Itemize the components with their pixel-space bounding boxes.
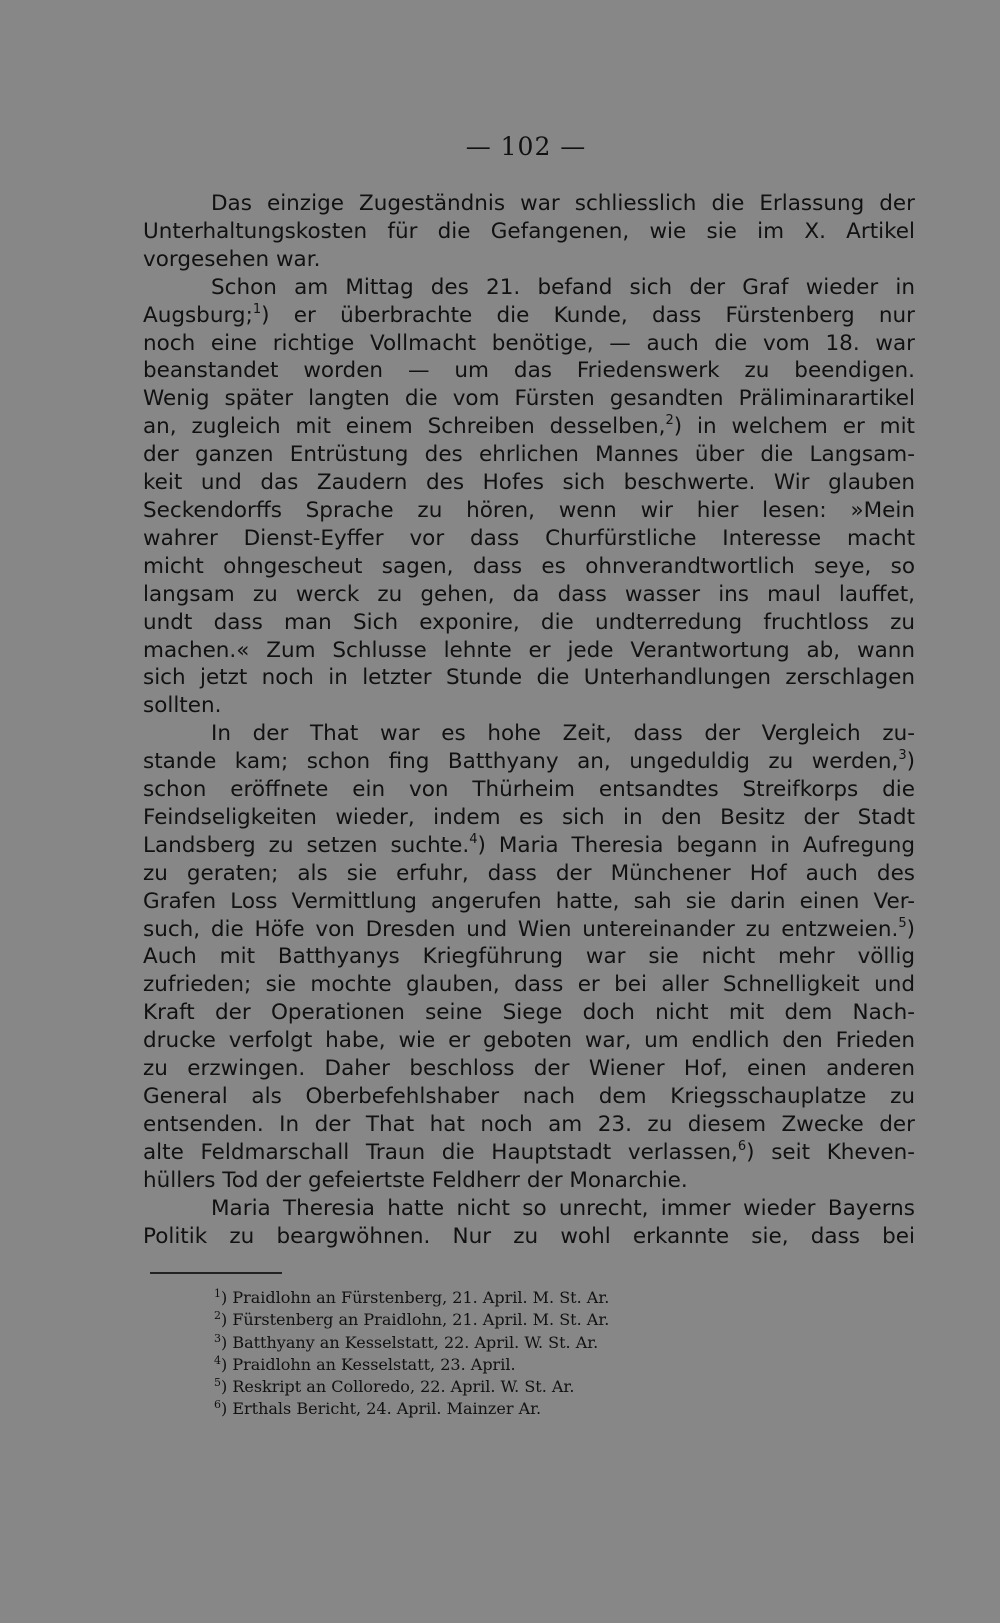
text-segment: such, die Höfe von Dresden und Wien untereinander zu entzweien. [143,916,899,942]
text-segment: an, zugleich mit einem Schreiben desselben, [143,414,666,440]
text-line: Grafen Loss Vermittlung angerufen hatte, sah sie darin einen Ver- [143,888,915,914]
text-line [143,916,915,944]
footnote-number: 6 [214,1398,221,1412]
text-segment: ) er überbrachte die Kunde, dass Fürstenberg nur [261,302,915,328]
text-line: beanstandet worden — um das Friedenswerk zu beendigen. [143,358,915,384]
text-segment: Augsburg; [143,302,253,328]
text-line: In der That war es hohe Zeit, dass der Vergleich zu- [211,721,915,747]
footnote-item [214,1332,734,1354]
footnote-text: ) Praidlohn an Fürstenberg, 21. April. M. St. Ar. [221,1288,610,1307]
text-segment: alte Feldmarschall Traun die Hauptstadt verlassen, [143,1139,738,1165]
footnote-text: ) Fürstenberg an Praidlohn, 21. April. M. St. Ar. [221,1310,610,1330]
footnote-text: ) Erthals Bericht, 24. April. Mainzer Ar. [221,1399,542,1419]
footnote-number: 2 [214,1309,221,1323]
footnote-marker: 1 [252,301,262,317]
text-line [143,1139,915,1167]
text-line [143,748,915,776]
text-line: undt dass man Sich exponire, die undterredung fruchtloss zu [143,609,915,635]
text-segment: ) Maria Theresia begann in Aufregung [477,832,915,858]
footnote-marker: 5 [898,915,907,931]
text-line: vorgesehen war. [143,246,321,272]
text-line [143,832,915,860]
footnotes [214,1287,734,1421]
text-line: Unterhaltungskosten für die Gefangenen, wie sie im X. Artikel [143,218,915,244]
text-line: General als Oberbefehlshaber nach dem Kriegsschauplatze zu [143,1084,915,1109]
footnote-divider [150,1272,282,1274]
footnote-item [214,1287,734,1309]
text-segment: ) [906,749,915,775]
text-line: noch eine richtige Vollmacht benötige, — auch die vom 18. war [143,330,915,356]
text-segment: ) in welchem er mit [673,414,915,440]
body-text [143,190,915,1250]
text-line: sollten. [143,693,222,719]
text-line: drucke verfolgt habe, wie er geboten war, um endlich den Frieden [143,1028,915,1054]
page-number: — 102 — [465,132,587,161]
text-line: langsam zu werck zu gehen, da dass wasser ins maul lauffet, [143,581,915,607]
text-line: zu geraten; als sie erfuhr, dass der Münchener Hof auch des [143,860,915,886]
footnote-item [214,1309,734,1331]
text-line [143,413,915,441]
footnote-marker: 6 [737,1138,747,1154]
text-segment: ) seit Kheven- [746,1139,915,1165]
text-line: micht ohngescheut sagen, dass es ohnverandtwortlich seye, so [143,553,915,579]
text-line [143,302,915,330]
text-segment: ) [906,916,915,942]
text-line: machen.« Zum Schlusse lehnte er jede Verantwortung ab, wann [143,637,915,663]
footnote-text: ) Batthyany an Kesselstatt, 22. April. W. St. Ar. [221,1332,599,1352]
text-line: Seckendorffs Sprache zu hören, wenn wir hier lesen: »Mein [143,497,915,523]
text-line: schon eröffnete ein von Thürheim entsandtes Streifkorps die [143,777,915,803]
text-segment: Landsberg zu setzen suchte. [143,832,470,858]
text-line: Maria Theresia hatte nicht so unrecht, immer wieder Bayerns [211,1195,915,1221]
text-line: entsenden. In der That hat noch am 23. zu diesem Zwecke der [143,1111,915,1137]
text-line: Kraft der Operationen seine Siege doch nicht mit dem Nach- [143,1000,915,1026]
footnote-number: 3 [214,1331,221,1345]
text-line: keit und das Zaudern des Hofes sich beschwerte. Wir glauben [143,470,915,496]
footnote-marker: 2 [665,413,674,429]
footnote-item [214,1376,734,1398]
text-line: Feindseligkeiten wieder, indem es sich in den Besitz der Stadt [143,804,915,830]
footnote-number: 4 [214,1353,221,1367]
text-line: Auch mit Batthyanys Kriegführung war sie nicht mehr völlig [143,944,915,970]
footnote-marker: 4 [469,831,478,847]
footnote-number: 5 [214,1376,221,1390]
text-line: zufrieden; sie mochte glauben, dass er bei aller Schnelligkeit und [143,972,915,998]
text-line: Politik zu beargwöhnen. Nur zu wohl erkannte sie, dass bei [143,1223,915,1249]
footnote-text: ) Reskript an Colloredo, 22. April. W. St. Ar. [221,1377,575,1397]
text-line: Wenig später langten die vom Fürsten gesandten Präliminarartikel [143,386,915,412]
footnote-number: 1 [214,1287,221,1300]
footnote-marker: 3 [898,748,907,764]
text-line: der ganzen Entrüstung des ehrlichen Mannes über die Langsam- [143,442,915,468]
text-line: hüllers Tod der gefeiertste Feldherr der Monarchie. [143,1167,688,1193]
footnote-item [214,1354,734,1376]
text-line: sich jetzt noch in letzter Stunde die Unterhandlungen zerschlagen [143,665,915,691]
text-line: Das einzige Zugeständnis war schliesslich die Erlassung der [211,191,915,216]
text-line: zu erzwingen. Daher beschloss der Wiener Hof, einen anderen [143,1056,915,1082]
footnote-item [214,1398,734,1420]
text-line: wahrer Dienst-Eyffer vor dass Churfürstliche Interesse macht [143,525,915,551]
text-line: Schon am Mittag des 21. befand sich der Graf wieder in [211,274,915,300]
text-segment: stande kam; schon fing Batthyany an, ungeduldig zu werden, [143,749,899,775]
footnote-text: ) Praidlohn an Kesselstatt, 23. April. [221,1354,516,1374]
